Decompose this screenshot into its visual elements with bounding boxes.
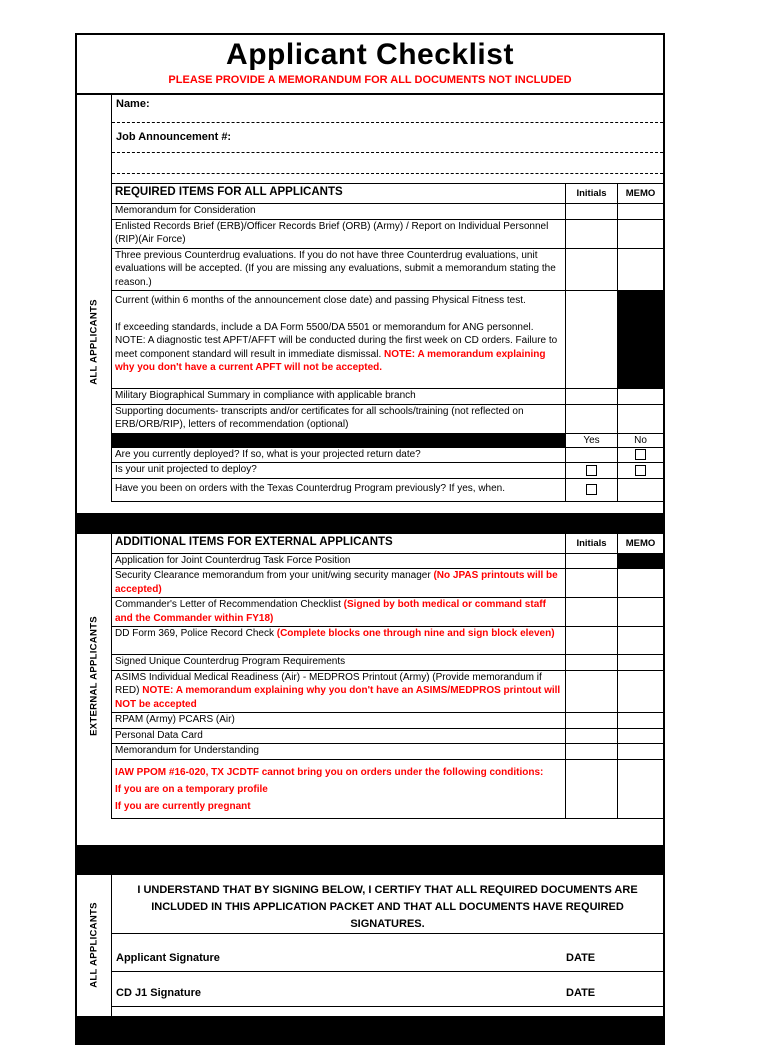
- initials-cell[interactable]: [566, 569, 618, 597]
- memo-cell[interactable]: [618, 249, 663, 291]
- memo-cell[interactable]: [618, 204, 663, 219]
- name-field[interactable]: [112, 95, 663, 123]
- memo-cell[interactable]: [618, 405, 663, 433]
- applicant-checklist-form: [75, 33, 665, 1045]
- memo-cell[interactable]: [618, 713, 663, 728]
- table-row: [112, 744, 663, 760]
- external-gutter: [77, 534, 112, 819]
- memo-cell: [618, 760, 663, 818]
- required-table-header: [112, 184, 663, 204]
- yes-checkbox-cell: [566, 479, 618, 501]
- condition-line: IAW PPOM #16-020, TX JCDTF cannot bring you on orders under the following conditions:: [115, 766, 544, 778]
- form-header: [77, 35, 663, 95]
- top-fields-gutter: [77, 95, 112, 183]
- section-gap: [77, 819, 663, 845]
- table-row: [112, 389, 663, 405]
- initials-cell[interactable]: [566, 249, 618, 291]
- date-label: DATE: [566, 951, 596, 964]
- signature-section: [77, 875, 663, 1016]
- signature-gap: [112, 934, 663, 948]
- no-column-header: No: [634, 434, 647, 446]
- question-row: [112, 448, 663, 464]
- date-label: DATE: [566, 986, 596, 999]
- memo-cell[interactable]: [618, 655, 663, 670]
- memo-cell-blocked: [618, 291, 663, 388]
- table-row: [112, 291, 663, 389]
- no-checkbox[interactable]: [635, 449, 646, 460]
- item-text: Application for Joint Counterdrug Task Force Position: [112, 554, 566, 569]
- initials-cell: [566, 760, 618, 818]
- required-table-title: REQUIRED ITEMS FOR ALL APPLICANTS: [112, 184, 566, 203]
- field-spacer: [112, 174, 663, 183]
- question-text: Is your unit projected to deploy?: [112, 463, 566, 478]
- applicant-signature-label: Applicant Signature: [116, 951, 220, 964]
- initials-cell[interactable]: [566, 291, 618, 388]
- initials-column-header: Initials: [566, 184, 618, 203]
- table-row: [112, 405, 663, 434]
- yes-no-header-row: [112, 434, 663, 448]
- item-text: Three previous Counterdrug evaluations. If you do not have three Counterdrug evaluations, unit evaluations will be accepted. (If you are missing any evaluations, submit a memorandum stating the reason.): [112, 249, 566, 291]
- memo-cell[interactable]: [618, 744, 663, 759]
- applicant-signature-row[interactable]: [112, 948, 663, 972]
- memo-cell[interactable]: [618, 220, 663, 248]
- item-text: ASIMS Individual Medical Readiness (Air) - MEDPROS Printout (Army) (Provide memorandum if RED) NOTE: A memorandum explaining why you don't have an ASIMS/MEDPROS printout will NOT be accepted: [112, 671, 566, 713]
- initials-cell[interactable]: [566, 655, 618, 670]
- required-items-section: [77, 183, 663, 502]
- question-row: [112, 463, 663, 479]
- initials-cell[interactable]: [566, 713, 618, 728]
- job-announcement-field[interactable]: [112, 123, 663, 153]
- page-title: Applicant Checklist: [226, 38, 514, 71]
- yes-column-header: Yes: [566, 434, 618, 447]
- table-row: [112, 671, 663, 714]
- question-text: Have you been on orders with the Texas Counterdrug Program previously? If yes, when.: [112, 479, 566, 501]
- footer-bar: [77, 1016, 663, 1043]
- question-row: [112, 479, 663, 502]
- initials-column-header: Initials: [566, 534, 618, 553]
- item-text: Memorandum for Understanding: [112, 744, 566, 759]
- signature-gap: [112, 1007, 663, 1016]
- memo-cell[interactable]: [618, 598, 663, 626]
- external-applicants-sidebar-label: EXTERNAL APPLICANTS: [88, 616, 100, 736]
- section-gap: [77, 502, 663, 513]
- external-table-title: ADDITIONAL ITEMS FOR EXTERNAL APPLICANTS: [112, 534, 566, 553]
- item-text: Commander's Letter of Recommendation Checklist (Signed by both medical or command staff and the Commander within FY18): [112, 598, 566, 626]
- item-text: Signed Unique Counterdrug Program Requirements: [112, 655, 566, 670]
- external-table-header: [112, 534, 663, 554]
- initials-cell[interactable]: [566, 405, 618, 433]
- top-fields-section: [77, 95, 663, 183]
- item-text: Security Clearance memorandum from your unit/wing security manager (No JPAS printouts will be accepted): [112, 569, 566, 597]
- table-row: [112, 713, 663, 729]
- section-divider-bar: [77, 513, 663, 534]
- initials-cell[interactable]: [566, 204, 618, 219]
- table-row: [112, 569, 663, 598]
- item-text: Military Biographical Summary in compliance with applicable branch: [112, 389, 566, 404]
- yes-checkbox-cell: [566, 448, 618, 463]
- signature-gap: [112, 972, 663, 983]
- initials-cell[interactable]: [566, 744, 618, 759]
- memo-warning-subtitle: PLEASE PROVIDE A MEMORANDUM FOR ALL DOCUMENTS NOT INCLUDED: [168, 74, 572, 86]
- item-text: DD Form 369, Police Record Check (Complete blocks one through nine and sign block eleven): [112, 627, 566, 654]
- conditions-text: [112, 760, 566, 818]
- name-label: Name:: [116, 98, 150, 110]
- item-text: Enlisted Records Brief (ERB)/Officer Records Brief (ORB) (Army) / Report on Individual Personnel (RIP)(Air Force): [112, 220, 566, 248]
- table-row: [112, 204, 663, 220]
- required-gutter: [77, 183, 112, 502]
- item-text: Personal Data Card: [112, 729, 566, 744]
- all-applicants-sidebar-label: ALL APPLICANTS: [88, 299, 100, 385]
- condition-line: If you are currently pregnant: [115, 800, 251, 812]
- table-row: [112, 220, 663, 249]
- item-text: Supporting documents- transcripts and/or certificates for all schools/training (not reflected on ERB/ORB/RIP), letters of recommendation (optional): [112, 405, 566, 433]
- memo-cell[interactable]: [618, 627, 663, 654]
- memo-cell[interactable]: [618, 569, 663, 597]
- initials-cell[interactable]: [566, 554, 618, 569]
- table-row: [112, 554, 663, 570]
- no-checkbox[interactable]: [635, 465, 646, 476]
- memo-column-header: MEMO: [625, 188, 656, 199]
- yes-checkbox[interactable]: [586, 484, 597, 495]
- item-text: RPAM (Army) PCARS (Air): [112, 713, 566, 728]
- table-row: [112, 729, 663, 745]
- job-announcement-line[interactable]: [112, 153, 663, 174]
- table-row: [112, 655, 663, 671]
- item-text: Current (within 6 months of the announcement close date) and passing Physical Fitness test. If exceeding standards, include a DA Form 5500/DA 5501 or memorandum for ANG personnel. NOTE: A diagnostic test APFT/AFFT will be conducted during the first week on CD orders. Failure to meet component standard will result in immediate dismissal. NOTE: A memorandum explaining why you don't have a current APFT will not be accepted.: [112, 291, 566, 388]
- initials-cell[interactable]: [566, 598, 618, 626]
- no-checkbox-cell: [618, 463, 663, 478]
- initials-cell[interactable]: [566, 627, 618, 654]
- item-text: Memorandum for Consideration: [112, 204, 566, 219]
- yes-checkbox[interactable]: [586, 465, 597, 476]
- initials-cell[interactable]: [566, 220, 618, 248]
- table-row: [112, 627, 663, 655]
- memo-cell[interactable]: [618, 389, 663, 404]
- memo-column-header: MEMO: [625, 537, 656, 549]
- section-divider-bar: [77, 845, 663, 875]
- initials-cell[interactable]: [566, 389, 618, 404]
- condition-line: If you are on a temporary profile: [115, 783, 268, 795]
- memo-cell[interactable]: [618, 671, 663, 713]
- table-row: [112, 598, 663, 627]
- conditions-row: [112, 760, 663, 819]
- no-checkbox-cell: [618, 479, 663, 501]
- no-checkbox-cell: [618, 448, 663, 463]
- certification-statement: I UNDERSTAND THAT BY SIGNING BELOW, I CERTIFY THAT ALL REQUIRED DOCUMENTS ARE INCLUDED IN THIS APPLICATION PACKET AND THAT ALL DOCUMENTS HAVE REQUIRED SIGNATURES.: [112, 875, 663, 934]
- cdj1-signature-label: CD J1 Signature: [116, 986, 201, 999]
- cdj1-signature-row[interactable]: [112, 983, 663, 1007]
- initials-cell[interactable]: [566, 671, 618, 713]
- signature-gutter: [77, 875, 112, 1016]
- memo-cell-blocked: [618, 554, 663, 569]
- memo-cell[interactable]: [618, 729, 663, 744]
- yes-checkbox-cell: [566, 463, 618, 478]
- external-items-section: [77, 534, 663, 819]
- initials-cell[interactable]: [566, 729, 618, 744]
- all-applicants-sidebar-label: ALL APPLICANTS: [88, 902, 100, 988]
- question-text: Are you currently deployed? If so, what is your projected return date?: [112, 448, 566, 463]
- job-announcement-label: Job Announcement #:: [116, 131, 232, 143]
- yes-no-divider-bar: [112, 434, 566, 447]
- table-row: [112, 249, 663, 292]
